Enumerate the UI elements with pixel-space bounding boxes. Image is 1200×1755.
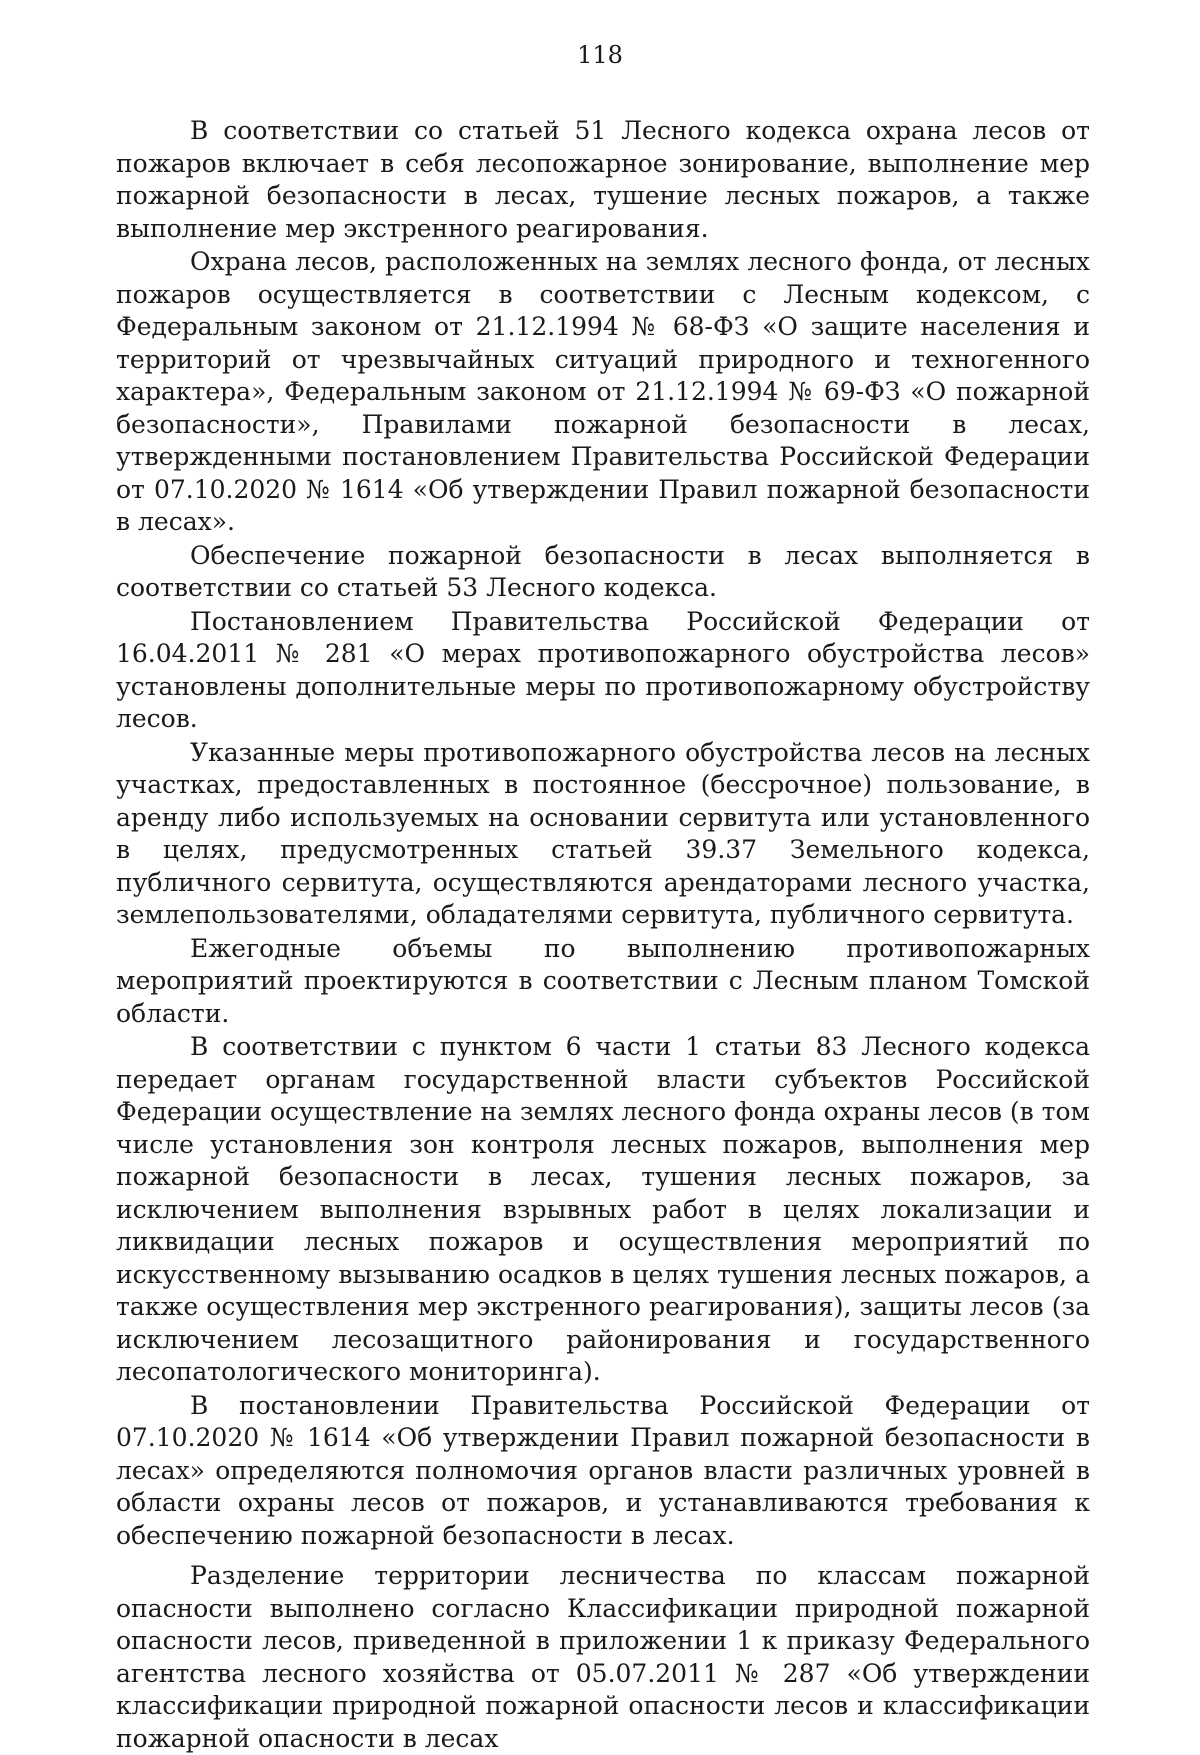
paragraph: Ежегодные объемы по выполнению противопожарных мероприятий проектируются в соответствии с Лесным планом Томской области. [116, 933, 1090, 1028]
paragraph: В постановлении Правительства Российской Федерации от 07.10.2020 № 1614 «Об утверждении Правил пожарной безопасности в лесах» определяются полномочия органов власти различных уровней в области охраны лесов от пожаров, и устанавливаются требования к обеспечению пожарной безопасности в лесах. [116, 1390, 1090, 1550]
paragraph: В соответствии с пунктом 6 части 1 статьи 83 Лесного кодекса передает органам государственной власти субъектов Российской Федерации осуществление на землях лесного фонда охраны лесов (в том числе установления зон контроля лесных пожаров, выполнения мер пожарной безопасности в лесах, тушения лесных пожаров, за исключением выполнения взрывных работ в целях локализации и ликвидации лесных пожаров и осуществления мероприятий по искусственному вызыванию осадков в целях тушения лесных пожаров, а также осуществления мер экстренного реагирования), защиты лесов (за исключением лесозащитного районирования и государственного лесопатологического мониторинга). [116, 1032, 1090, 1386]
paragraph: В соответствии со статьей 51 Лесного кодекса охрана лесов от пожаров включает в себя лесопожарное зонирование, выполнение мер пожарной безопасности в лесах, тушение лесных пожаров, а также выполнение мер экстренного реагирования. [116, 116, 1090, 243]
paragraph: Указанные меры противопожарного обустройства лесов на лесных участках, предоставленных в постоянное (бессрочное) пользование, в аренду либо используемых на основании сервитута или установленного в целях, предусмотренных статьей 39.37 Земельного кодекса, публичного сервитута, осуществляются арендаторами лесного участка, землепользователями, обладателями сервитута, публичного сервитута. [116, 737, 1090, 929]
paragraph: Охрана лесов, расположенных на землях лесного фонда, от лесных пожаров осуществляется в соответствии с Лесным кодексом, с Федеральным законом от 21.12.1994 № 68-ФЗ «О защите населения и территорий от чрезвычайных ситуаций природного и техногенного характера», Федеральным законом от 21.12.1994 № 69-ФЗ «О пожарной безопасности», Правилами пожарной безопасности в лесах, утвержденными постановлением Правительства Российской Федерации от 07.10.2020 № 1614 «Об утверждении Правил пожарной безопасности в лесах». [116, 247, 1090, 536]
document-body [116, 115, 1090, 1755]
page-number: 118 [577, 41, 623, 69]
paragraph: Обеспечение пожарной безопасности в лесах выполняется в соответствии со статьей 53 Лесного кодекса. [116, 540, 1090, 602]
paragraph: Постановлением Правительства Российской Федерации от 16.04.2011 № 281 «О мерах противопожарного обустройства лесов» установлены дополнительные меры по противопожарному обустройству лесов. [116, 606, 1090, 733]
paragraph: Разделение территории лесничества по классам пожарной опасности выполнено согласно Классификации природной пожарной опасности лесов, приведенной в приложении 1 к приказу Федерального агентства лесного хозяйства от 05.07.2011 № 287 «Об утверждении классификации природной пожарной опасности лесов и классификации пожарной опасности в лесах [116, 1561, 1090, 1753]
